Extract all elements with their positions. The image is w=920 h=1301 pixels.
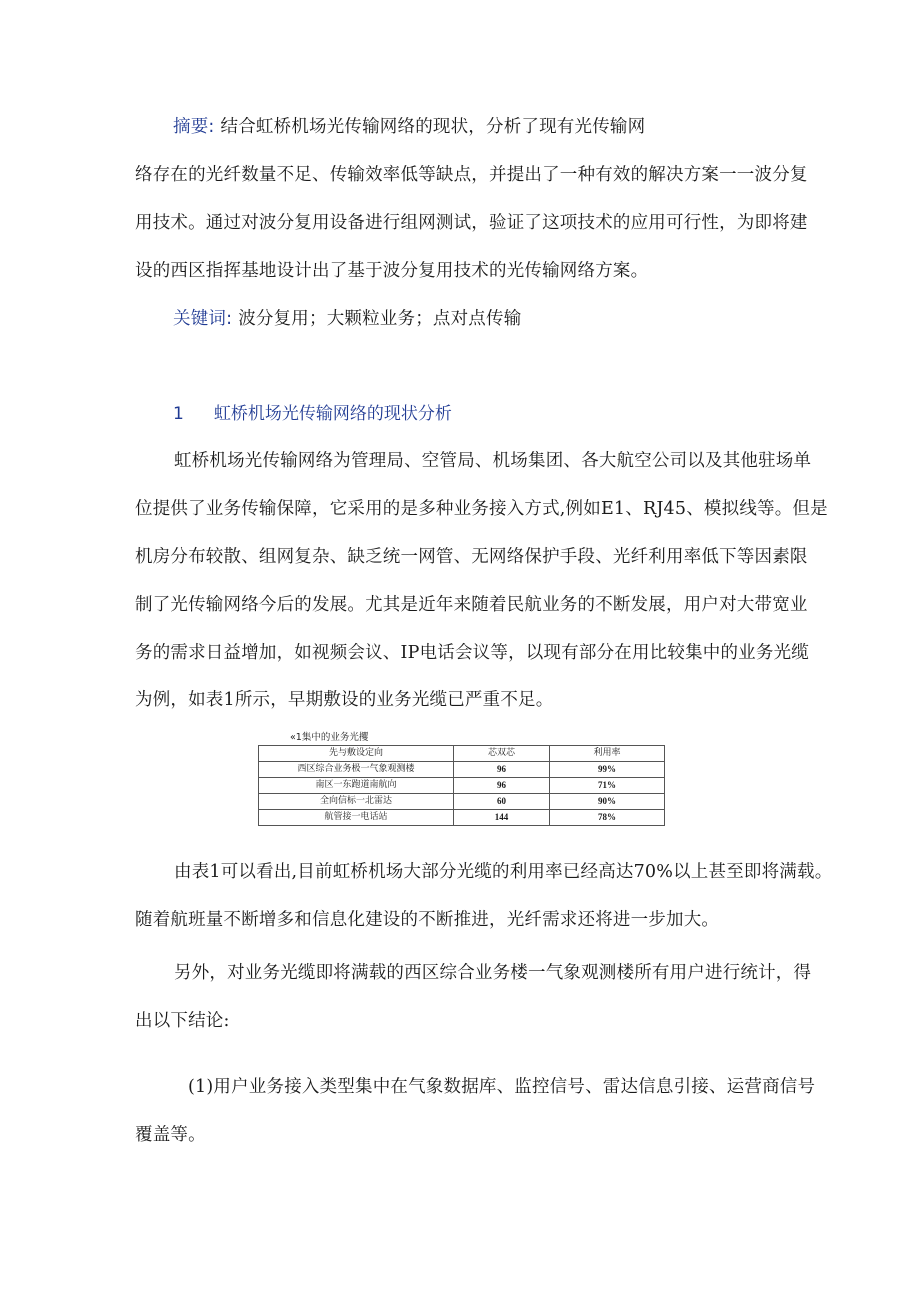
table-cell-cores: 144 [454, 810, 550, 826]
table-cell-usage: 78% [550, 810, 665, 826]
abstract-line-1 [173, 116, 645, 138]
table-row [259, 762, 665, 778]
table-cell-route: 航管接一电话站 [259, 810, 454, 826]
table-row [259, 794, 665, 810]
table-header-cell: 利用率 [550, 746, 665, 762]
fiber-table [258, 745, 665, 826]
abstract-line-3: 用技术。通过对波分复用设备进行组网测试，验证了这项技术的应用可行性，为即将建 [135, 213, 808, 233]
section-number: 1 [173, 404, 184, 424]
item1-line-1: (1)用户业务接入类型集中在气象数据库、监控信号、雷达信息引接、运营商信号 [188, 1077, 816, 1097]
para1-line-2: 位提供了业务传输保障，它采用的是多种业务接入方式,例如E1、RJ45、模拟线等。但是 [135, 499, 828, 519]
para3-line-2: 出以下结论: [135, 1011, 230, 1031]
table-cell-usage: 99% [550, 762, 665, 778]
table-cell-route: 南区一东跑道南航向 [259, 778, 454, 794]
abstract-label: 摘要: [173, 117, 215, 137]
table-header-row [259, 746, 665, 762]
para1-line-5: 务的需求日益增加，如视频会议、IP电话会议等，以现有部分在用比较集中的业务光缆 [135, 643, 809, 663]
abstract-line-2: 络存在的光纤数量不足、传输效率低等缺点，并提出了一种有效的解决方案一一波分复 [135, 165, 808, 185]
table-cell-cores: 96 [454, 778, 550, 794]
section-title: 虹桥机场光传输网络的现状分析 [213, 404, 452, 424]
para3-line-1: 另外，对业务光缆即将满载的西区综合业务楼一气象观测楼所有用户进行统计，得 [174, 963, 812, 983]
table-header-cell: 先与敷设定向 [259, 746, 454, 762]
abstract-line-4: 设的西区指挥基地设计出了基于波分复用技术的光传输网络方案。 [135, 261, 649, 281]
para1-line-6: 为例，如表1所示，早期敷设的业务光缆已严重不足。 [135, 690, 554, 710]
para1-line-3: 机房分布较散、组网复杂、缺乏统一网管、无网络保护手段、光纤利用率低下等因素限 [135, 547, 808, 567]
para2-line-2: 随着航班量不断增多和信息化建设的不断推进，光纤需求还将进一步加大。 [135, 910, 720, 930]
para2-line-1: 由表1可以看出,目前虹桥机场大部分光缆的利用率已经高达70%以上甚至即将满载。 [174, 862, 833, 882]
table-row [259, 778, 665, 794]
table-header-cell: 芯双芯 [454, 746, 550, 762]
para1-line-1: 虹桥机场光传输网络为管理局、空管局、机场集团、各大航空公司以及其他驻场单 [174, 451, 812, 471]
table-cell-cores: 96 [454, 762, 550, 778]
table-cell-cores: 60 [454, 794, 550, 810]
table-cell-route: 西区综合业务极一气象观测楼 [259, 762, 454, 778]
section-heading [173, 403, 452, 425]
keywords-label: 关键词: [173, 309, 233, 329]
para1-line-4: 制了光传输网络今后的发展。尤其是近年来随着民航业务的不断发展，用户对大带宽业 [135, 595, 808, 615]
keywords-line [173, 308, 521, 330]
table-cell-usage: 90% [550, 794, 665, 810]
table-cell-route: 全向信标一北雷达 [259, 794, 454, 810]
table-row [259, 810, 665, 826]
item1-line-2: 覆盖等。 [135, 1125, 206, 1145]
abstract-text-1: 结合虹桥机场光传输网络的现状，分析了现有光传输网 [220, 117, 646, 137]
table-cell-usage: 71% [550, 778, 665, 794]
table-caption: «1集中的业务光攫 [290, 732, 369, 743]
keywords-text: 波分复用；大颗粒业务；点对点传输 [238, 309, 522, 329]
